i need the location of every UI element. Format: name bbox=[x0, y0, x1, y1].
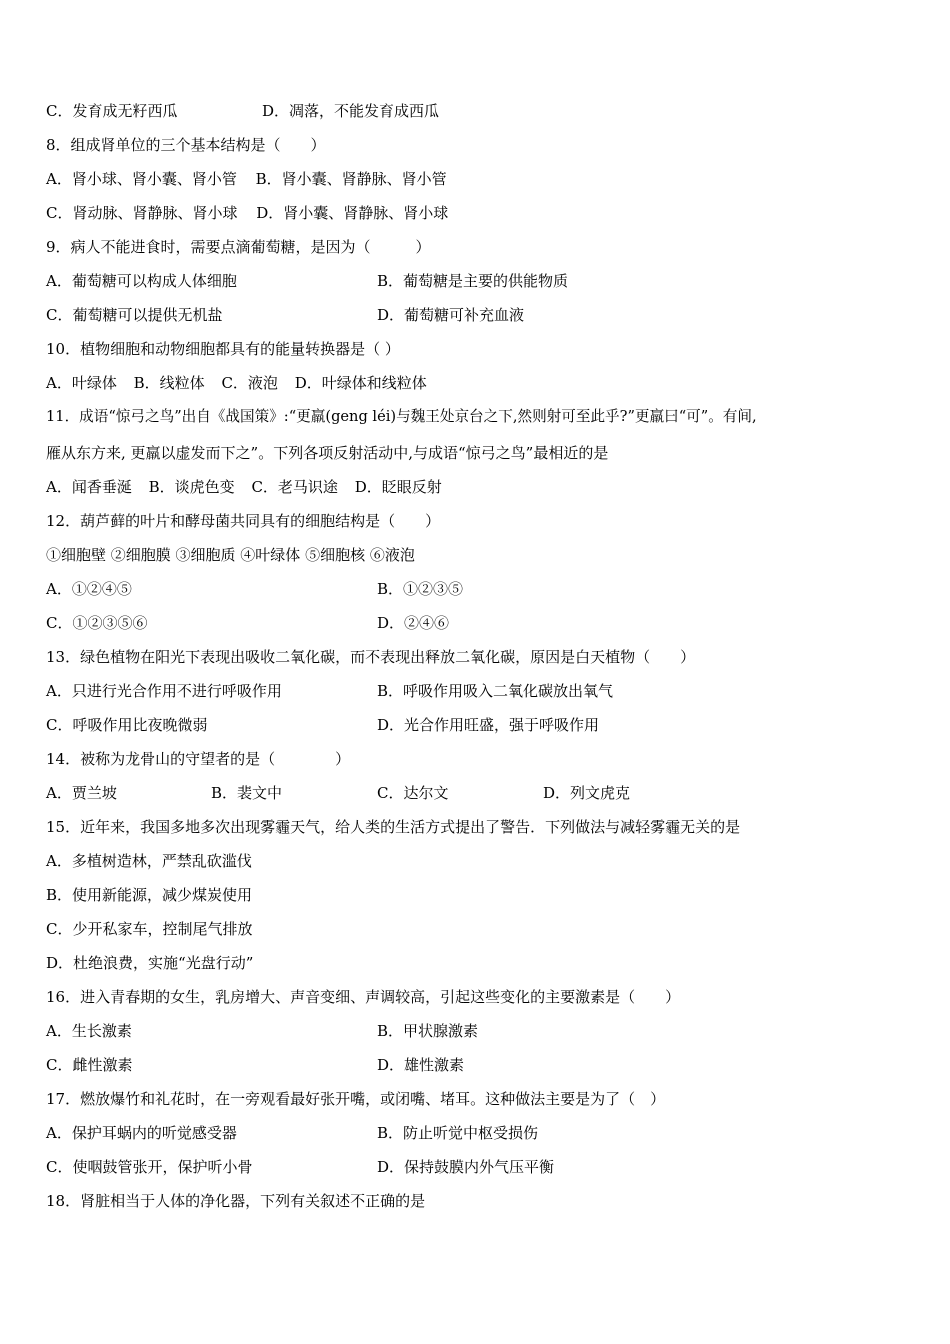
q14-option-b: B．裴文中 bbox=[211, 784, 283, 802]
q15-option-d: D．杜绝浪费，实施“光盘行动” bbox=[46, 954, 254, 972]
q12-option-d: D．②④⑥ bbox=[377, 614, 450, 632]
q12-option-b: B．①②③⑤ bbox=[377, 580, 464, 598]
q16-option-d: D．雄性激素 bbox=[377, 1056, 465, 1074]
q11-options-row bbox=[46, 476, 442, 498]
q14-stem: 14．被称为龙骨山的守望者的是（ ） bbox=[46, 750, 351, 768]
q13-stem: 13．绿色植物在阳光下表现出吸收二氧化碳，而不表现出释放二氧化碳，原因是白天植物（ ） bbox=[46, 648, 696, 666]
q15-stem: 15．近年来，我国多地多次出现雾霾天气，给人类的生活方式提出了警告．下列做法与减轻雾霾无关的是 bbox=[46, 818, 741, 836]
q13-option-c: C．呼吸作用比夜晚微弱 bbox=[46, 716, 208, 734]
q15-option-b: B．使用新能源，减少煤炭使用 bbox=[46, 886, 253, 904]
q17-option-d: D．保持鼓膜内外气压平衡 bbox=[377, 1158, 555, 1176]
q8-option-c: C．肾动脉、肾静脉、肾小球 bbox=[46, 204, 238, 222]
q12-items: ①细胞壁 ②细胞膜 ③细胞质 ④叶绿体 ⑤细胞核 ⑥液泡 bbox=[46, 546, 415, 564]
q10-stem: 10．植物细胞和动物细胞都具有的能量转换器是（ ） bbox=[46, 340, 400, 358]
q12-stem: 12．葫芦藓的叶片和酵母菌共同具有的细胞结构是（ ） bbox=[46, 512, 441, 530]
q9-option-a: A．葡萄糖可以构成人体细胞 bbox=[46, 272, 237, 290]
q11-option-d: D．眨眼反射 bbox=[354, 478, 442, 496]
q7-option-d: D．凋落，不能发育成西瓜 bbox=[262, 102, 440, 120]
q17-stem: 17．燃放爆竹和礼花时，在一旁观看最好张开嘴，或闭嘴、堵耳。这种做法主要是为了（ ） bbox=[46, 1090, 666, 1108]
q14-option-a: A．贾兰坡 bbox=[46, 784, 117, 802]
q8-options-row1 bbox=[46, 168, 447, 190]
q18-stem: 18．肾脏相当于人体的净化器，下列有关叙述不正确的是 bbox=[46, 1192, 426, 1210]
q9-option-c: C．葡萄糖可以提供无机盐 bbox=[46, 306, 223, 324]
q14-option-c: C．达尔文 bbox=[377, 784, 449, 802]
q13-option-a: A．只进行光合作用不进行呼吸作用 bbox=[46, 682, 282, 700]
q15-option-c: C．少开私家车，控制尾气排放 bbox=[46, 920, 253, 938]
q10-option-a: A．叶绿体 bbox=[46, 374, 117, 392]
q11-option-b: B．谈虎色变 bbox=[148, 478, 235, 496]
q8-option-b: B．肾小囊、肾静脉、肾小管 bbox=[255, 170, 447, 188]
q13-option-b: B．呼吸作用吸入二氧化碳放出氧气 bbox=[377, 682, 614, 700]
q17-option-a: A．保护耳蜗内的听觉感受器 bbox=[46, 1124, 237, 1142]
q16-option-c: C．雌性激素 bbox=[46, 1056, 133, 1074]
q7-options-row bbox=[46, 100, 177, 122]
q9-option-b: B．葡萄糖是主要的供能物质 bbox=[377, 272, 569, 290]
q11-stem-line1: 11．成语“惊弓之鸟”出自《战国策》:“更羸(geng léi)与魏王处京台之下,然则射可至此乎?”更羸曰“可”。有间, bbox=[46, 408, 757, 425]
q12-option-c: C．①②③⑤⑥ bbox=[46, 614, 148, 632]
q15-option-a: A．多植树造林，严禁乱砍滥伐 bbox=[46, 852, 252, 870]
q9-stem: 9．病人不能进食时，需要点滴葡萄糖，是因为（ ） bbox=[46, 238, 431, 256]
q9-option-d: D．葡萄糖可补充血液 bbox=[377, 306, 525, 324]
q7-option-c: C．发育成无籽西瓜 bbox=[46, 102, 178, 120]
q17-option-b: B．防止听觉中枢受损伤 bbox=[377, 1124, 539, 1142]
q11-option-c: C．老马识途 bbox=[251, 478, 338, 496]
q12-option-a: A．①②④⑤ bbox=[46, 580, 132, 598]
q14-option-d: D．列文虎克 bbox=[543, 784, 631, 802]
q17-option-c: C．使咽鼓管张开，保护听小骨 bbox=[46, 1158, 253, 1176]
q11-option-a: A．闻香垂涎 bbox=[46, 478, 132, 496]
q10-option-d: D．叶绿体和线粒体 bbox=[294, 374, 427, 392]
q16-option-b: B．甲状腺激素 bbox=[377, 1022, 479, 1040]
q10-option-b: B．线粒体 bbox=[133, 374, 205, 392]
q13-option-d: D．光合作用旺盛，强于呼吸作用 bbox=[377, 716, 600, 734]
q8-stem: 8．组成肾单位的三个基本结构是（ ） bbox=[46, 136, 326, 154]
q8-option-d: D．肾小囊、肾静脉、肾小球 bbox=[256, 204, 449, 222]
q16-option-a: A．生长激素 bbox=[46, 1022, 132, 1040]
q10-option-c: C．液泡 bbox=[221, 374, 278, 392]
q8-option-a: A．肾小球、肾小囊、肾小管 bbox=[46, 170, 237, 188]
q11-stem-line2: 雁从东方来, 更羸以虚发而下之”。下列各项反射活动中,与成语“惊弓之鸟”最相近的是 bbox=[46, 444, 609, 462]
q10-options-row bbox=[46, 372, 427, 394]
q8-options-row2 bbox=[46, 202, 448, 224]
q16-stem: 16．进入青春期的女生，乳房增大、声音变细、声调较高，引起这些变化的主要激素是（ ） bbox=[46, 988, 681, 1006]
